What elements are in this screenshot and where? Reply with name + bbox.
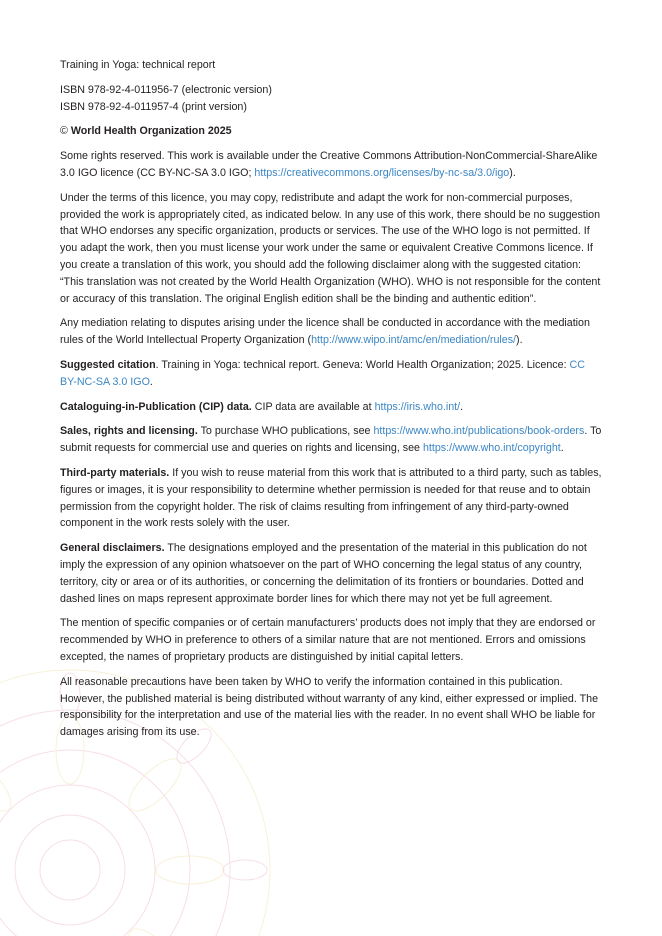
citation-paragraph: Suggested citation. Training in Yoga: technical report. Geneva: World Health Organization; 2025. Licence: CC BY-NC-SA 3.0 IGO. xyxy=(60,358,585,388)
copyright-holder: World Health Organization 2025 xyxy=(70,125,232,138)
book-orders-link[interactable]: https://www.who.int/publications/book-orders xyxy=(373,425,585,438)
cip-heading: Cataloguing-in-Publication (CIP) data. xyxy=(60,400,252,413)
general-disclaimers-heading: General disclaimers. xyxy=(60,542,165,555)
licence-terms-paragraph: Under the terms of this licence, you may copy, redistribute and adapt the work for non-commercial purposes, provided the work is appropriately cited, as indicated below. In any use of this work, there should be no suggestion that WHO endorses any specific organization, products or services. The use of the WHO logo is not permitted. If you adapt the work, then you must license your work under the same or equivalent Creative Commons licence. If you create a translation of this work, you should add the following disclaimer along with the suggested citation: “This translation was not created by the World Health Organization (WHO). WHO is not responsible for the content or accuracy of this translation. The original English edition shall be the binding and authentic edition”. xyxy=(60,191,601,305)
third-party-heading: Third-party materials. xyxy=(60,466,170,479)
isbn-block xyxy=(60,82,602,116)
copyright-symbol: © xyxy=(60,125,68,138)
rights-paragraph: Some rights reserved. This work is available under the Creative Commons Attribution-NonCommercial-ShareAlike 3.0 IGO licence (CC BY-NC-SA 3.0 IGO; https://creativecommons.org/licenses/by-nc-sa/3.0/igo). xyxy=(60,150,598,179)
precautions-paragraph: All reasonable precautions have been taken by WHO to verify the information contained in this publication. However, the published material is being distributed without warranty of any kind, either expressed or implied. The responsibility for the interpretation and use of the material lies with the reader. In no event shall WHO be liable for damages arising from its use. xyxy=(60,675,599,739)
copyright-link[interactable]: https://www.who.int/copyright xyxy=(422,442,561,455)
isbn-print: ISBN 978-92-4-011957-4 (print version) xyxy=(60,100,247,113)
licence-link[interactable]: CC BY-NC-SA 3.0 IGO xyxy=(60,358,585,388)
copyright-page xyxy=(60,57,602,749)
third-party-paragraph: Third-party materials. If you wish to reuse material from this work that is attributed to a third party, such as tables, figures or images, it is your responsibility to determine whether permission is needed for that reuse and to obtain permission from the copyright holder. The risk of claims resulting from infringement of any third-party-owned component in the work rests solely with the user. xyxy=(60,466,602,530)
sales-paragraph: Sales, rights and licensing. To purchase WHO publications, see https://www.who.int/publications/book-orders. To submit requests for commercial use and queries on rights and licensing, see https://www.who.int/copyright. xyxy=(60,425,602,455)
isbn-electronic: ISBN 978-92-4-011956-7 (electronic version) xyxy=(60,83,272,96)
copyright-line xyxy=(60,123,602,140)
sales-heading: Sales, rights and licensing. xyxy=(60,425,198,438)
mediation-paragraph: Any mediation relating to disputes arising under the licence shall be conducted in accordance with the mediation rules of the World Intellectual Property Organization (http://www.wipo.int/amc/en/mediation/rules/). xyxy=(60,317,590,347)
creative-commons-link[interactable]: https://creativecommons.org/licenses/by-nc-sa/3.0/igo xyxy=(254,166,510,179)
general-disclaimers-paragraph: General disclaimers. The designations employed and the presentation of the material in this publication do not imply the expression of any opinion whatsoever on the part of WHO concerning the legal status of any country, territory, city or area or of its authorities, or concerning the delimitation of its frontiers or boundaries. Dotted and dashed lines on maps represent approximate border lines for which there may not yet be full agreement. xyxy=(60,542,587,605)
citation-heading: Suggested citation xyxy=(60,358,156,371)
report-title: Training in Yoga: technical report xyxy=(60,59,216,71)
wipo-link[interactable]: http://www.wipo.int/amc/en/mediation/rules/ xyxy=(311,334,517,347)
iris-link[interactable]: https://iris.who.int/ xyxy=(374,400,461,413)
cip-paragraph: Cataloguing-in-Publication (CIP) data. CIP data are available at https://iris.who.int/. xyxy=(60,400,464,413)
companies-paragraph: The mention of specific companies or of certain manufacturers’ products does not imply that they are endorsed or recommended by WHO in preference to others of a similar nature that are not mentioned. Errors and omissions excepted, the names of proprietary products are distinguished by initial capital letters. xyxy=(60,617,596,663)
